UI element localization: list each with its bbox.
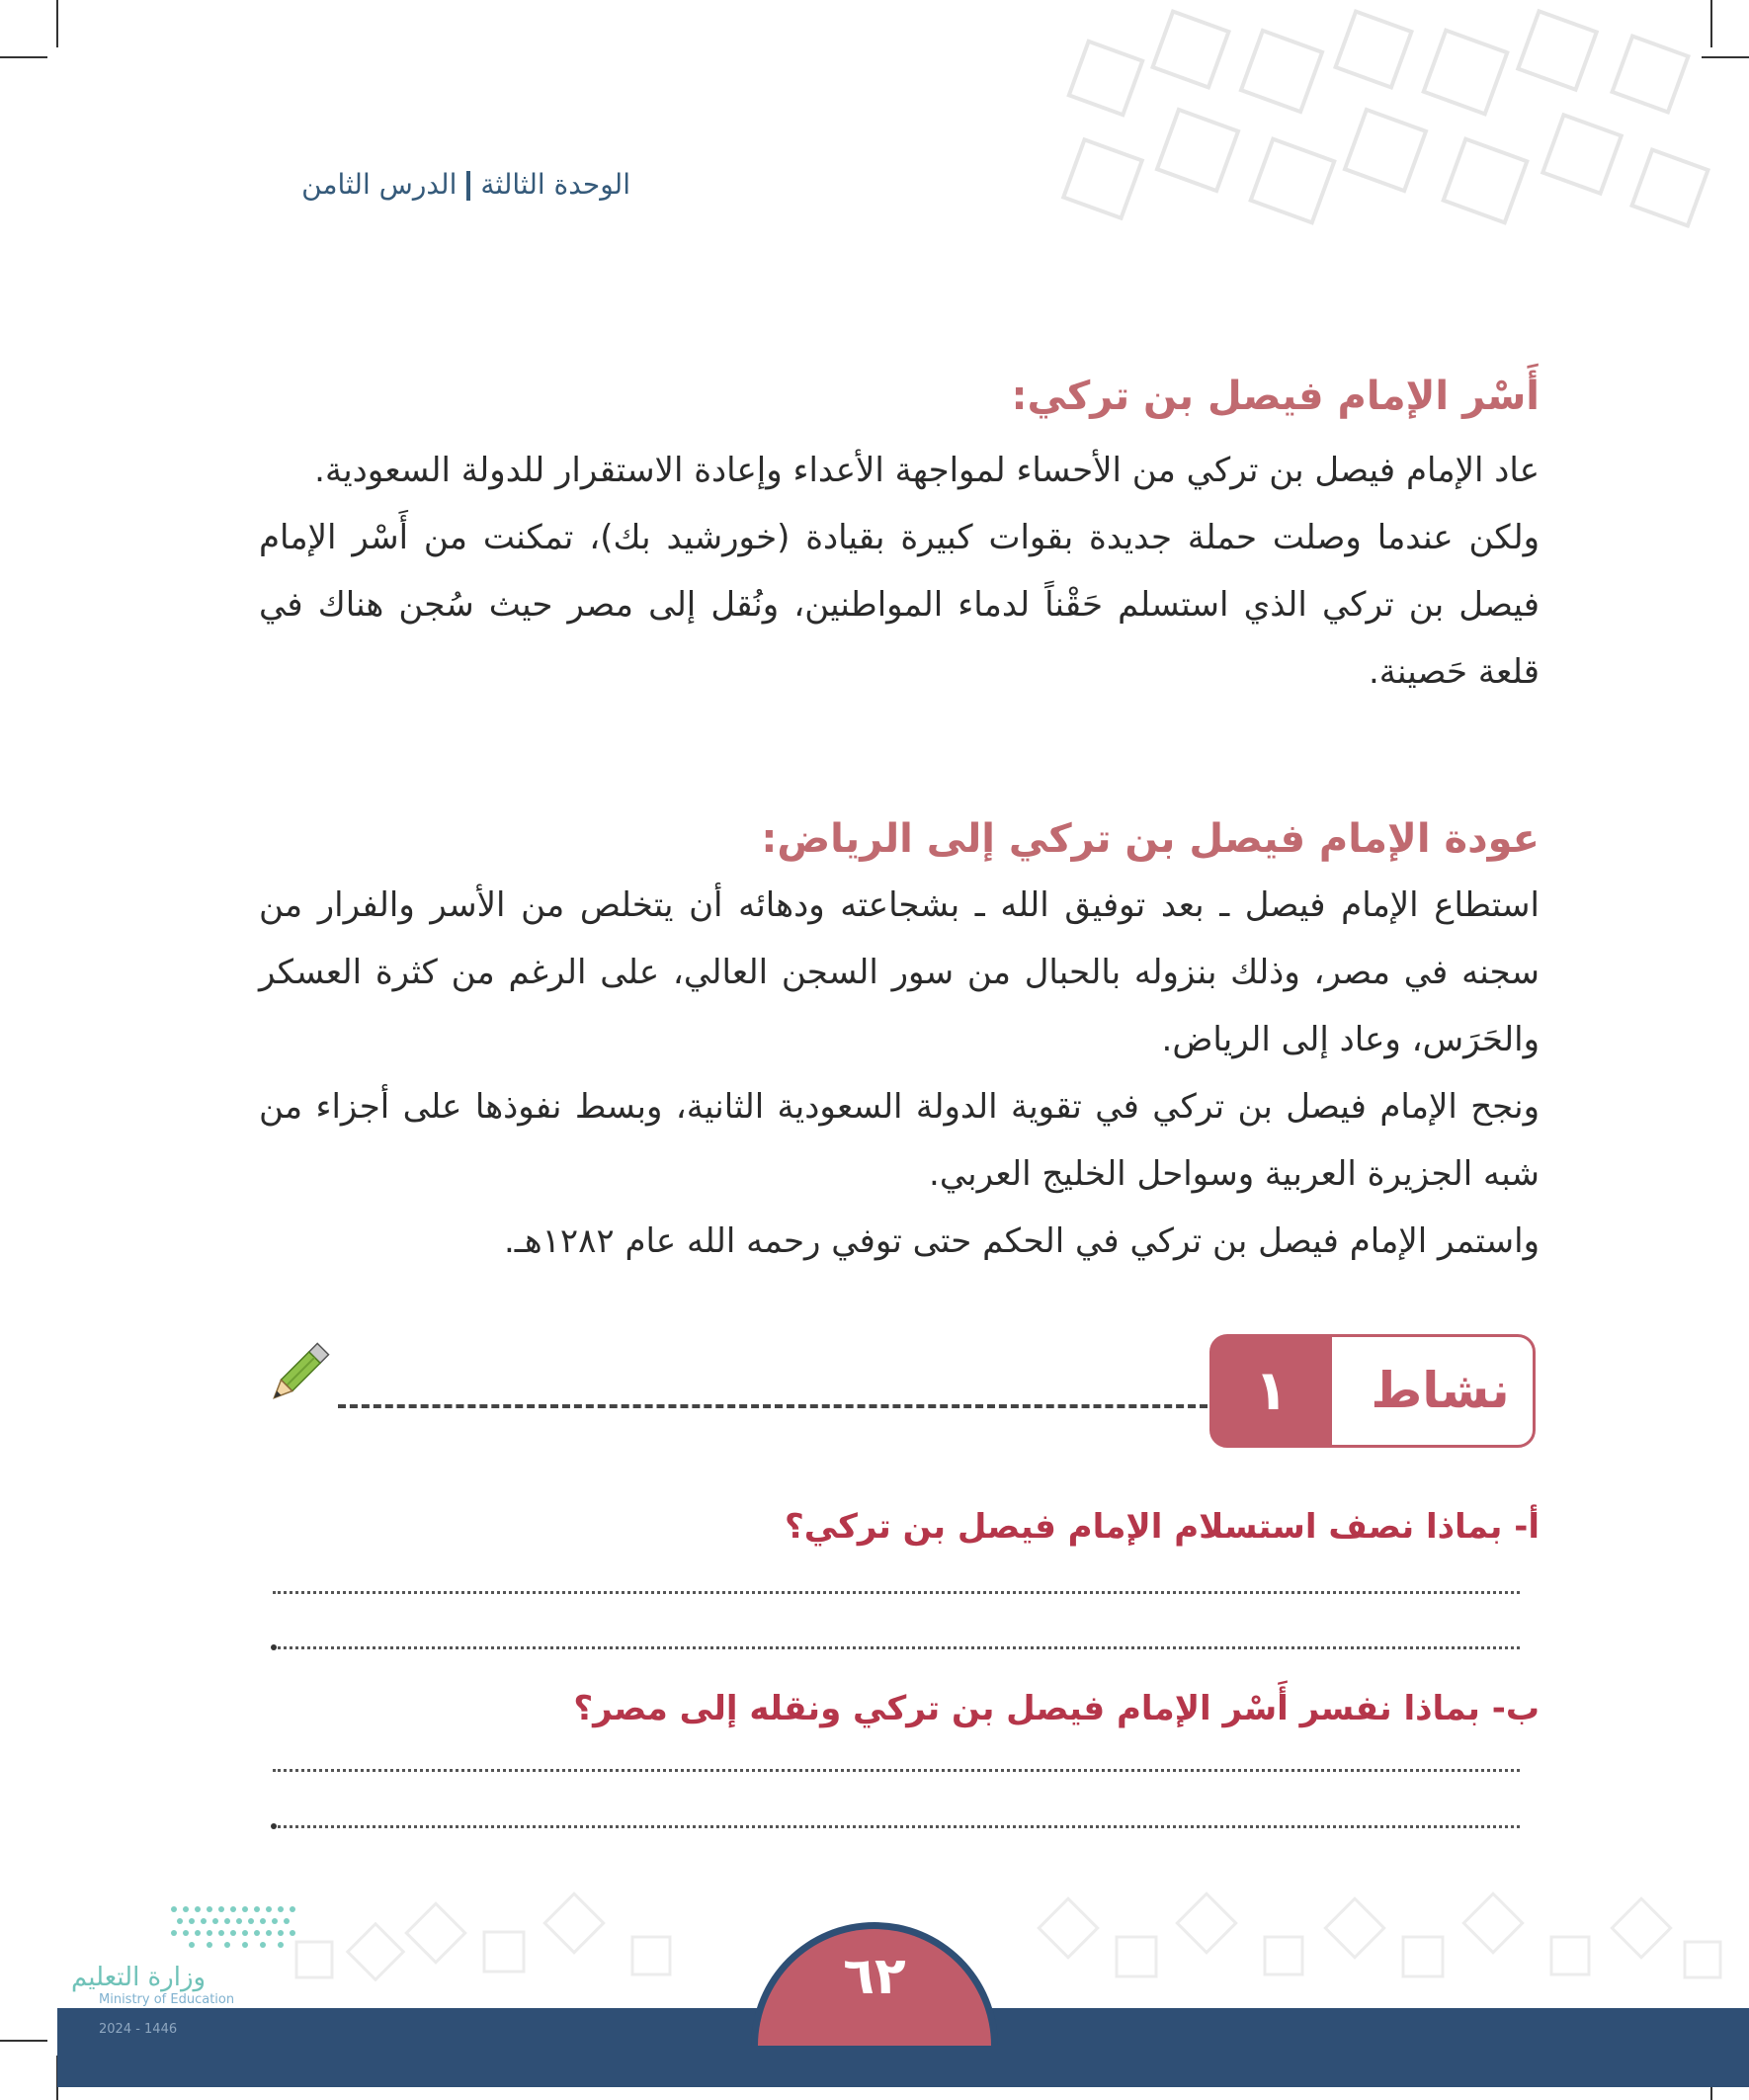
header-separator [466,171,470,201]
line-end-dot [271,1823,277,1829]
pencil-icon [261,1340,332,1411]
section-heading-return: عودة الإمام فيصل بن تركي إلى الرياض: [761,816,1540,862]
section-body-capture [259,437,1540,706]
section-heading-capture: أَسْر الإمام فيصل بن تركي: [1011,374,1540,419]
dashed-rule [338,1404,1208,1408]
answer-line[interactable] [273,1591,1520,1594]
paragraph: واستمر الإمام فيصل بن تركي في الحكم حتى توفي رحمه الله عام ١٢٨٢هـ. [503,1221,1540,1261]
answer-line[interactable] [273,1646,1520,1649]
paragraph: ونجح الإمام فيصل بن تركي في تقوية الدولة السعودية الثانية، وبسط نفوذها على أجزاء من شبه الجزيرة العربية وسواحل الخليج العربي. [259,1087,1540,1194]
unit-label: الوحدة الثالثة [480,168,630,201]
paragraph: عاد الإمام فيصل بن تركي من الأحساء لمواجهة الأعداء وإعادة الاستقرار للدولة السعودية. [314,451,1540,490]
answer-line[interactable] [273,1769,1520,1772]
ministry-name-en: Ministry of Education [99,1992,235,2007]
question-a: أ- بماذا نصف استسلام الإمام فيصل بن تركي؟ [785,1507,1540,1547]
section-body-return [259,872,1540,1275]
answer-line[interactable] [273,1825,1520,1828]
line-end-dot [271,1644,277,1650]
lesson-label: الدرس الثامن [301,168,458,201]
ministry-name: وزارة التعليم [71,1963,207,1992]
activity-title: نشاط [1371,1362,1510,1419]
question-b: ب- بماذا نفسر أَسْر الإمام فيصل بن تركي ونقله إلى مصر؟ [573,1689,1540,1728]
paragraph: استطاع الإمام فيصل ـ بعد توفيق الله ـ بشجاعته ودهائه أن يتخلص من الأسر والفرار من سجنه في مصر، وذلك بنزوله بالحبال من سور السجن العالي، على الرغم من كثرة العسكر والحَرَس، وعاد إلى الرياض. [259,885,1540,1059]
page-number: ٦٢ [751,1922,998,2046]
paragraph: ولكن عندما وصلت حملة جديدة بقوات كبيرة بقيادة (خورشيد بك)، تمكنت من أَسْر الإمام فيصل بن تركي الذي استسلم حَقْناً لدماء المواطنين، ونُقل إلى مصر حيث سُجن هناك في قلعة حَصينة. [259,518,1540,692]
edition-year: 2024 - 1446 [99,2022,178,2037]
running-header [301,168,630,201]
ministry-logo-icon [61,1897,328,1967]
activity-number: ١ [1210,1335,1332,1447]
